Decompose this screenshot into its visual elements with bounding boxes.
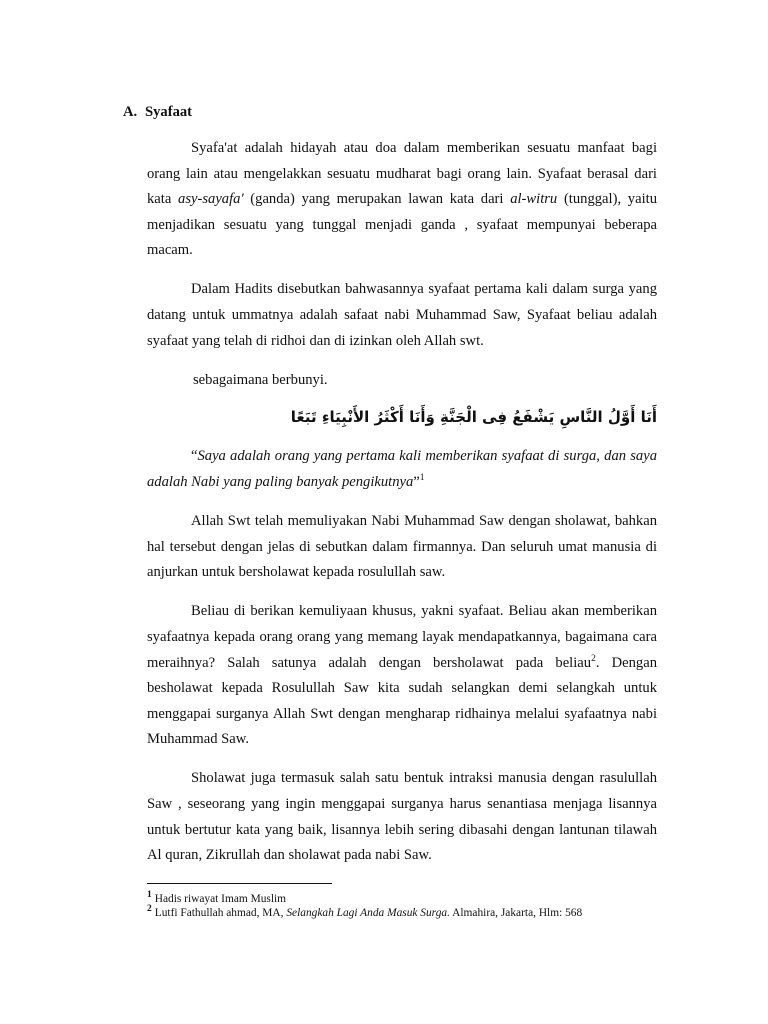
arabic-hadith: أَنَا أَوَّلُ النَّاسِ يَشْفَعُ فِى الْجَنَّةِ وَأَنَا أَكْثَرُ الأَنْبِيَاءِ تَبَعًا <box>290 408 657 427</box>
footnote-mark: 2 <box>147 904 152 915</box>
italic-term: al-witru <box>510 191 558 208</box>
section-title: Syafaat <box>145 104 193 120</box>
paragraph-text: Beliau di berikan kemuliyaan khusus, yakni syafaat. Beliau akan memberikan syafaatnya kepada orang orang yang memang layak mendapatkannya, bagaimana cara meraihnya? Salah satunya adalah dengan bersholawat pada beliau <box>147 603 657 671</box>
paragraph-text: (ganda) yang merupakan lawan kata dari <box>243 191 511 208</box>
footnote-text: Hadis riwayat Imam Muslim <box>154 893 287 905</box>
footnote-mark: 1 <box>147 890 152 901</box>
paragraph-text: Syafa'at adalah hidayah atau doa dalam memberikan sesuatu manfaat bagi orang lain atau mengelakkan sesuatu mudharat bagi orang lain. Syafaat berasal dari kata <box>147 140 657 208</box>
footnote-text: Almahira, Jakarta, Hlm: 568 <box>449 907 583 919</box>
open-quote: “ <box>191 448 198 465</box>
footnote-ref: 2 <box>591 653 596 664</box>
footnote-text: Lutfi Fathullah ahmad, MA, <box>154 907 287 919</box>
paragraph-definition <box>147 136 657 264</box>
paragraph-text: . Dengan besholawat kepada Rosulullah Saw kita sudah selangkan demi selangkah untuk menggapai surganya Allah Swt dengan mengharap ridhainya melalui syafaatnya nabi Muhammad Saw. <box>147 654 657 748</box>
section-heading <box>123 104 192 121</box>
quote-text: Saya adalah orang yang pertama kali memberikan syafaat di surga, dan saya adalah Nabi yang paling banyak pengikutnya <box>147 448 657 491</box>
footnote-2 <box>147 904 583 920</box>
paragraph-text: (tunggal), yaitu menjadikan sesuatu yang tunggal menjadi ganda , syafaat mempunyai beberapa macam. <box>147 191 657 259</box>
italic-term: asy-sayafa' <box>178 191 244 208</box>
section-number: A. <box>123 104 138 120</box>
footnote-book-title: Selangkah Lagi Anda Masuk Surga. <box>286 907 450 919</box>
paragraph-hadits: Dalam Hadits disebutkan bahwasannya syafaat pertama kali dalam surga yang datang untuk ummatnya adalah safaat nabi Muhammad Saw, Syafaat beliau adalah syafaat yang telah di ridhoi dan di izinkan oleh Allah swt. <box>147 281 657 349</box>
paragraph-intraksi: Sholawat juga termasuk salah satu bentuk intraksi manusia dengan rasulullah Saw , seseorang yang ingin menggapai surganya harus senantiasa menjaga lisannya untuk bertutur kata yang baik, lisannya lebih sering dibasahi dengan lantunan tilawah Al quran, Zikrullah dan sholawat pada nabi Saw. <box>147 770 657 864</box>
paragraph-kemuliyaan <box>147 599 657 753</box>
paragraph-intro: sebagaimana berbunyi. <box>193 371 328 388</box>
footnote-ref: 1 <box>419 473 425 484</box>
body-text <box>147 136 657 869</box>
paragraph-translation <box>147 444 657 495</box>
close-quote: ” <box>413 474 420 491</box>
footnote-1 <box>147 890 287 906</box>
paragraph-sholawat: Allah Swt telah memuliyakan Nabi Muhammad Saw dengan sholawat, bahkan hal tersebut dengan jelas di sebutkan dalam firmannya. Dan seluruh umat manusia di anjurkan untuk bersholawat kepada rosulullah saw. <box>147 513 657 581</box>
footnote-divider <box>147 883 332 884</box>
